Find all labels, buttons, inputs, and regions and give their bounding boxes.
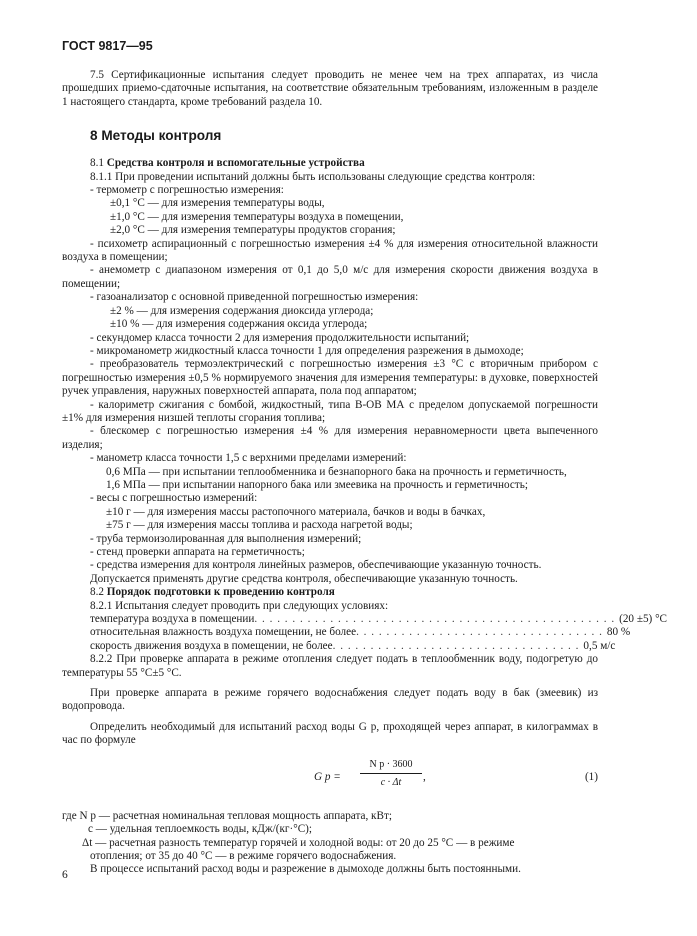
where-dt: Δt — расчетная разность температур горячей и холодной воды: от 20 до 25 °С — в режиме: [82, 836, 515, 849]
paragraph-7-5: 7.5 Сертификационные испытания следует проводить не менее чем на трех аппаратах, из числа прошедших приемо-сдаточные испытания, на соответствие обязательным требованиям, изложенным в разделе 1 настоящего стандарта, кроме требований раздела 10.: [62, 69, 598, 108]
paragraph-8-2-2: 8.2.2 При проверке аппарата в режиме отопления следует подать в теплообменник воду, подогретую до температуры 55 °С±5 °С.: [62, 653, 598, 679]
list-item-gas-analyzer: - газоанализатор с основной приведенной погрешностью измерения:: [90, 291, 419, 304]
page-number: 6: [62, 869, 68, 881]
page-content: [62, 69, 668, 877]
list-item-stopwatch: - секундомер класса точности 2 для измерения продолжительности испытаний;: [90, 331, 470, 344]
subsection-number: 8.1: [90, 157, 104, 170]
formula-fraction: [360, 758, 422, 790]
list-item-psychrometer: - психометр аспирационный с погрешностью измерения ±4 % для измерения относительной влажности воздуха в помещении;: [62, 237, 598, 264]
list-item-thermometer: - термометр с погрешностью измерения:: [90, 184, 284, 197]
section-title: 8 Методы контроля: [90, 128, 222, 144]
list-subitem: ±10 % — для измерения содержания оксида углерода;: [110, 318, 368, 331]
list-subitem: ±10 г — для измерения массы растопочного материала, бачков и воды в бачках,: [106, 505, 486, 518]
subsection-number: 8.2: [90, 586, 104, 599]
document-header: ГОСТ 9817—95: [62, 39, 153, 53]
list-item-stand: - стенд проверки аппарата на герметичность;: [90, 546, 305, 558]
list-item-linear: - средства измерения для контроля линейных размеров, обеспечивающие указанную точность.: [90, 559, 542, 572]
list-item-anemometer: - анемометр с диапазоном измерения от 0,1 до 5,0 м/с для измерения скорости движения воздуха в помещении;: [62, 264, 598, 290]
list-item-scales: - весы с погрешностью измерений:: [90, 492, 258, 505]
condition-value: (20 ±5) °С: [619, 613, 668, 626]
leader-dots: . . . . . . . . . . . . . . . . . . . . . . . . . . . . . . . . .: [332, 639, 580, 652]
paragraph-constant: В процессе испытаний расход воды и разрежение в дымоходе должны быть постоянными.: [90, 863, 521, 876]
list-subitem: 1,6 МПа — при испытании напорного бака или змеевика на прочность и герметичность;: [106, 478, 528, 491]
condition-label: температура воздуха в помещении: [90, 613, 255, 626]
formula-numerator: N р · 3600: [360, 758, 422, 774]
leader-dots: . . . . . . . . . . . . . . . . . . . . . . . . . . . . . . . . .: [356, 626, 603, 639]
list-item-converter: - преобразователь термоэлектрический с погрешностью измерения ±3 °С с вторичным прибором с погрешностью измерения ±0,5 % нормируемого значения для измерения температуры: в духовке, поверхностей ручек управления, наружных поверхностей аппарата, пола под аппаратом;: [62, 358, 598, 398]
list-subitem: ±2,0 °С — для измерения температуры продуктов сгорания;: [110, 224, 396, 237]
list-item-glossmeter: - блескомер с погрешностью измерения ±4 % для измерения неравномерности цвета выпеченного изделия;: [62, 425, 598, 451]
paragraph-allowed: Допускается применять другие средства контроля, обеспечивающие указанную точность.: [90, 572, 518, 585]
list-subitem: ±2 % — для измерения содержания диоксида углерода;: [110, 304, 374, 317]
formula-comma: ,: [423, 770, 426, 783]
condition-value: 0,5 м/с: [583, 639, 616, 652]
formula-number: (1): [584, 770, 598, 783]
condition-value: 80 %: [606, 626, 631, 639]
formula-lhs: G р =: [314, 770, 341, 783]
where-c: c — удельная теплоемкость воды, кДж/(кг·°С);: [88, 823, 312, 836]
list-item-manometer: - манометр класса точности 1,5 с верхними пределами измерений:: [90, 452, 407, 465]
condition-row: [62, 639, 616, 653]
formula-1: [62, 758, 598, 802]
leader-dots: . . . . . . . . . . . . . . . . . . . . . . . . . . . . . . . . . . . . . . . . . . . . . . . .: [254, 613, 616, 626]
paragraph-flow: Определить необходимый для испытаний расход воды G р, проходящей через аппарат, в килограммах в час по формуле: [62, 720, 598, 747]
condition-label: скорость движения воздуха в помещении, не более: [90, 639, 333, 652]
formula-denominator: c · Δt: [380, 777, 402, 789]
paragraph-8-1-1: 8.1.1 При проведении испытаний должны быть использованы следующие средства контроля:: [90, 170, 536, 183]
condition-row: [62, 613, 668, 626]
where-dt-continued: отопления; от 35 до 40 °С — в режиме горячего водоснабжения.: [90, 849, 397, 862]
condition-label: относительная влажность воздуха помещении, не более: [90, 626, 357, 639]
list-item-calorimeter: - калориметр сжигания с бомбой, жидкостный, типа В-ОВ МА с пределом допускаемой погрешности ±1% для измерения низшей теплоты сгорания топлива;: [62, 398, 598, 424]
list-subitem: 0,6 МПа — при испытании теплообменника и безнапорного бака на прочность и герметичность,: [106, 465, 567, 478]
list-subitem: ±1,0 °С — для измерения температуры воздуха в помещении,: [110, 210, 404, 223]
subsection-8-2: [62, 586, 598, 599]
where-np: где N р — расчетная номинальная тепловая мощность аппарата, кВт;: [62, 809, 392, 822]
list-subitem: ±75 г — для измерения массы топлива и расхода нагретой воды;: [106, 519, 413, 532]
subsection-title: Средства контроля и вспомогательные устройства: [106, 157, 365, 170]
list-item-micromanometer: - микроманометр жидкостный класса точности 1 для определения разрежения в дымоходе;: [90, 344, 524, 357]
condition-row: [62, 626, 631, 639]
paragraph-hot-water: При проверке аппарата в режиме горячего водоснабжения следует подать воду в бак (змеевик) из водопровода.: [62, 687, 598, 713]
list-subitem: ±0,1 °С — для измерения температуры воды,: [110, 197, 325, 210]
subsection-8-1: [62, 157, 598, 170]
subsection-title: Порядок подготовки к проведению контроля: [106, 586, 335, 599]
list-item-pipe: - труба термоизолированная для выполнения измерений;: [90, 532, 362, 545]
paragraph-8-2-1: 8.2.1 Испытания следует проводить при следующих условиях:: [90, 599, 389, 612]
